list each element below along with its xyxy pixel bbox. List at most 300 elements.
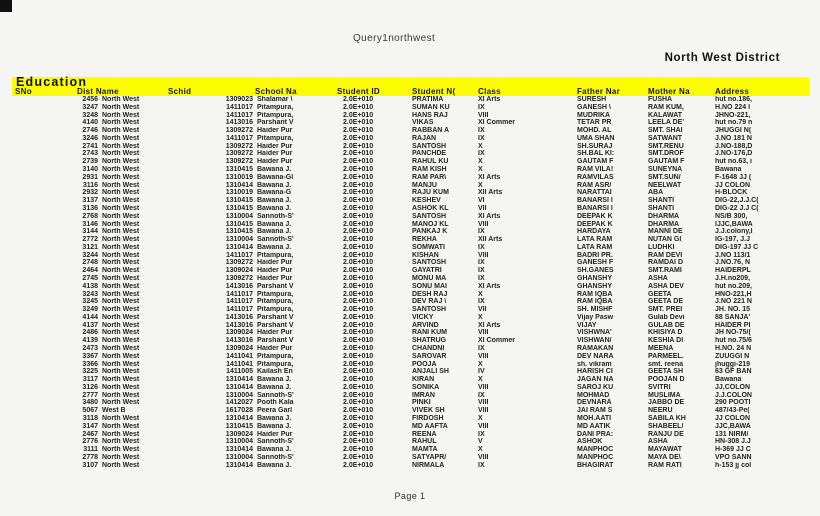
cell-sid: 2.0E+010: [343, 158, 374, 166]
cell-name: RANI KUM: [412, 329, 447, 337]
cell-name: NIRMALA: [412, 461, 445, 469]
cell-class: X: [478, 142, 483, 150]
cell-father: BANARSI l: [577, 204, 613, 212]
cell-school: Pitampura,: [257, 298, 294, 306]
cell-school: Bawana J.: [257, 383, 292, 391]
col-header-schid: Schid: [168, 87, 192, 96]
cell-class: VIII: [478, 329, 489, 337]
cell-sno: 2486: [82, 329, 98, 337]
cell-name: VIKAS: [412, 119, 434, 127]
cell-sno: 2456: [82, 96, 98, 103]
cell-mother: KESHIA Dl: [648, 337, 684, 345]
cell-sid: 2.0E+010: [343, 337, 374, 345]
cell-class: XI Arts: [478, 282, 501, 290]
cell-address: Bawana: [715, 376, 742, 384]
cell-sid: 2.0E+010: [343, 430, 374, 438]
cell-class: XI Arts: [478, 212, 501, 220]
cell-dist: North West: [102, 383, 140, 391]
cell-name: RAJU KUM: [412, 189, 449, 197]
cell-class: VIII: [478, 352, 489, 360]
cell-mother: DHARMA: [648, 212, 680, 220]
cell-father: BHAGIRAT: [577, 461, 614, 469]
cell-name: GAYATRI: [412, 267, 442, 275]
cell-sid: 2.0E+010: [343, 306, 374, 314]
cell-mother: GAUTAM F: [648, 158, 685, 166]
cell-class: IX: [478, 274, 485, 282]
cell-father: GHANSHY: [577, 274, 613, 282]
cell-school: Bawana J.: [257, 204, 292, 212]
cell-schid: 1310414: [225, 415, 253, 423]
cell-schid: 1310019: [225, 173, 253, 181]
cell-sid: 2.0E+010: [343, 181, 374, 189]
cell-dist: North West: [102, 321, 140, 329]
cell-schid: 1310415: [225, 220, 253, 228]
cell-school: Pitampura,: [257, 103, 294, 111]
cell-class: VIII: [478, 422, 489, 430]
cell-schid: 1310415: [225, 166, 253, 174]
cell-dist: North West: [102, 337, 140, 345]
cell-class: VIII: [478, 251, 489, 259]
table-row: [0, 127, 820, 135]
cell-father: ASHOK: [577, 438, 603, 446]
cell-address: JJC,BAWA: [715, 422, 751, 430]
cell-sno: 2768: [82, 212, 98, 220]
cell-mother: DHARMA: [648, 220, 680, 228]
col-header-mother: Mother Na: [648, 87, 690, 96]
cell-schid: 1411017: [226, 111, 253, 119]
cell-class: X: [478, 166, 483, 174]
cell-school: Haider Pur: [257, 158, 293, 166]
cell-class: X: [478, 181, 483, 189]
table-row: [0, 376, 820, 384]
table-row: [0, 337, 820, 345]
cell-dist: North West: [102, 313, 140, 321]
cell-class: X: [478, 415, 483, 423]
table-row: [0, 244, 820, 252]
cell-school: Parshant V: [257, 321, 294, 329]
cell-mother: SHANTI: [648, 204, 675, 212]
cell-dist: North West: [102, 274, 140, 282]
cell-sno: 2931: [82, 173, 98, 181]
table-row: [0, 368, 820, 376]
cell-sno: 2467: [82, 430, 98, 438]
cell-address: 290 POOTI: [715, 399, 751, 407]
cell-schid: 1309024: [225, 345, 253, 352]
cell-father: UMA SHAN: [577, 134, 615, 142]
cell-class: IX: [478, 243, 485, 251]
table-row: [0, 213, 820, 221]
cell-dist: North West: [102, 267, 140, 275]
cell-father: RAMAKAN: [577, 345, 614, 352]
cell-sno: 3136: [82, 204, 98, 212]
cell-father: GANESH F: [577, 259, 614, 267]
cell-class: VIII: [478, 453, 489, 461]
cell-sno: 3117: [82, 376, 98, 384]
cell-school: Bawana-G: [257, 189, 292, 197]
cell-sno: 4137: [82, 321, 98, 329]
cell-sid: 2.0E+010: [343, 329, 374, 337]
cell-mother: MAYAWAT: [648, 446, 682, 454]
table-row: [0, 104, 820, 112]
cell-sid: 2.0E+010: [343, 127, 374, 135]
cell-dist: North West: [102, 461, 140, 469]
cell-sno: 5067: [82, 407, 98, 415]
cell-sno: 4140: [82, 119, 98, 127]
cell-name: SAROVAR: [412, 352, 447, 360]
cell-school: Pooth Kala: [257, 399, 294, 407]
cell-name: MONU MA: [412, 274, 447, 282]
cell-dist: North West: [102, 368, 140, 376]
col-header-studentid: Student ID: [337, 87, 380, 96]
cell-mother: SHANTI: [648, 197, 675, 205]
cell-mother: PARMEEL.: [648, 352, 684, 360]
cell-dist: North West: [102, 251, 140, 259]
cell-school: Haider Pur: [257, 259, 293, 267]
cell-address: 131 NIRM/: [715, 430, 749, 438]
cell-mother: SMT.SUN/: [648, 173, 681, 181]
cell-sid: 2.0E+010: [343, 189, 374, 197]
cell-mother: MUSLIMA: [648, 391, 681, 399]
cell-schid: 1411017: [226, 251, 253, 259]
cell-name: RABBAN A: [412, 127, 450, 135]
table-header-row: [0, 87, 820, 96]
cell-father: RAM IQBA: [577, 298, 613, 306]
cell-mother: NUTAN GI: [648, 236, 682, 244]
cell-father: SH.SURAJ: [577, 142, 613, 150]
cell-address: hut no.209,: [715, 282, 752, 290]
cell-schid: 1309024: [225, 430, 253, 438]
cell-father: sh. vikram: [577, 360, 612, 368]
cell-mother: SMT.RENU: [648, 142, 684, 150]
col-header-school: School Na: [255, 87, 297, 96]
cell-father: MOHD. AL: [577, 127, 612, 135]
cell-schid: 1617028: [225, 407, 253, 415]
cell-sno: 3146: [82, 220, 98, 228]
cell-address: J.H.no209,: [715, 274, 751, 282]
cell-father: JAGAN NA: [577, 376, 614, 384]
cell-father: MANPHOC: [577, 453, 614, 461]
cell-class: X: [478, 360, 483, 368]
cell-sid: 2.0E+010: [343, 313, 374, 321]
cell-name: SATYAPR/: [412, 453, 447, 461]
cell-father: MOHMAD: [577, 391, 610, 399]
table-rows: [0, 96, 820, 470]
cell-address: J.NO 221 N: [715, 298, 752, 306]
cell-schid: 1310004: [225, 391, 253, 399]
table-row: [0, 197, 820, 205]
cell-address: J.NO-188,D: [715, 142, 753, 150]
cell-name: PINKI: [412, 399, 431, 407]
cell-class: IX: [478, 298, 485, 306]
cell-address: 88 SANJA': [715, 313, 751, 321]
cell-father: BADRI PR.: [577, 251, 613, 259]
cell-sid: 2.0E+010: [343, 228, 374, 236]
cell-father: MOH.AATI: [577, 415, 612, 423]
cell-dist: North West: [102, 119, 140, 127]
cell-class: IX: [478, 391, 485, 399]
cell-address: J.NO.76, N: [715, 259, 751, 267]
cell-school: Bawana J.: [257, 461, 292, 469]
cell-sno: 3137: [82, 197, 98, 205]
cell-address: HAIDER PI: [715, 321, 751, 329]
cell-schid: 1411017: [226, 134, 253, 142]
cell-mother: GEETA: [648, 290, 672, 298]
cell-class: X: [478, 446, 483, 454]
cell-school: Bawana J.: [257, 376, 292, 384]
cell-sno: 3116: [82, 181, 98, 189]
cell-school: Pitampura,: [257, 290, 294, 298]
cell-mother: RANJU DE: [648, 430, 684, 438]
cell-mother: MANNI DE: [648, 228, 683, 236]
cell-father: SURESH: [577, 96, 607, 103]
table-row: [0, 135, 820, 143]
cell-class: VIII: [478, 383, 489, 391]
corner-artifact: [0, 0, 12, 12]
cell-schid: 1310414: [225, 446, 253, 454]
cell-dist: North West: [102, 166, 140, 174]
cell-address: F-1648 JJ (: [715, 173, 752, 181]
cell-name: RAM KISH: [412, 166, 447, 174]
cell-class: IX: [478, 430, 485, 438]
cell-sid: 2.0E+010: [343, 267, 374, 275]
cell-father: SAROJ KU: [577, 383, 614, 391]
cell-schid: 1309023: [225, 96, 253, 103]
cell-school: Bawana J.: [257, 166, 292, 174]
cell-school: Bawana J.: [257, 228, 292, 236]
cell-sno: 3121: [82, 243, 98, 251]
cell-address: IG-197, J.J: [715, 236, 751, 244]
cell-class: VIII: [478, 220, 489, 228]
cell-dist: North West: [102, 142, 140, 150]
cell-school: Peera Garl: [257, 407, 293, 415]
cell-address: J.NO 181 N: [715, 134, 752, 142]
cell-school: Pitampura,: [257, 360, 294, 368]
cell-sno: 2748: [82, 259, 98, 267]
cell-sid: 2.0E+010: [343, 274, 374, 282]
table-row: [0, 189, 820, 197]
cell-mother: smt. reena: [648, 360, 684, 368]
cell-address: J.J.colony,l: [715, 228, 753, 236]
cell-father: MD AATIK: [577, 422, 611, 430]
cell-father: HARDAYA: [577, 228, 611, 236]
table-row: [0, 143, 820, 151]
cell-sid: 2.0E+010: [343, 166, 374, 174]
cell-dist: North West: [102, 259, 140, 267]
cell-name: SANTOSH: [412, 142, 447, 150]
cell-dist: North West: [102, 197, 140, 205]
cell-sid: 2.0E+010: [343, 282, 374, 290]
cell-school: Haider Pur: [257, 267, 293, 275]
cell-father: HARISH CI: [577, 368, 613, 376]
cell-sid: 2.0E+010: [343, 438, 374, 446]
cell-father: LATA RAM: [577, 236, 613, 244]
cell-address: J.J.COLON: [715, 391, 752, 399]
cell-father: Vijay Pasw: [577, 313, 614, 321]
cell-sid: 2.0E+010: [343, 376, 374, 384]
cell-sno: 3249: [82, 306, 98, 314]
cell-sid: 2.0E+010: [343, 96, 374, 103]
cell-father: DEEPAK K: [577, 212, 613, 220]
cell-sno: 3246: [82, 134, 98, 142]
cell-sid: 2.0E+010: [343, 134, 374, 142]
cell-school: Pitampura,: [257, 306, 294, 314]
cell-address: 487/43-Pe(: [715, 407, 750, 415]
cell-dist: North West: [102, 96, 140, 103]
cell-schid: 1413016: [225, 337, 253, 345]
cell-name: VIVEK SH: [412, 407, 445, 415]
cell-address: H.NO 224 l: [715, 103, 751, 111]
cell-father: RAM VILA!: [577, 166, 614, 174]
cell-sno: 4144: [82, 313, 98, 321]
cell-schid: 1310414: [225, 383, 253, 391]
cell-father: NARATTAI: [577, 189, 612, 197]
cell-schid: 1413016: [225, 321, 253, 329]
cell-schid: 1411017: [226, 103, 253, 111]
cell-schid: 1310414: [225, 376, 253, 384]
col-header-studentname: Student N(: [412, 87, 456, 96]
cell-school: Parshant V: [257, 313, 294, 321]
cell-sid: 2.0E+010: [343, 220, 374, 228]
cell-dist: North West: [102, 415, 140, 423]
cell-name: PANCHDE: [412, 150, 447, 158]
cell-mother: SATWANT: [648, 134, 683, 142]
cell-address: J.NO-176,D: [715, 150, 753, 158]
table-row: [0, 298, 820, 306]
cell-address: hut no.75/6: [715, 337, 752, 345]
cell-mother: FUSHA: [648, 96, 673, 103]
cell-mother: LEELA DE': [648, 119, 685, 127]
cell-dist: West B: [102, 407, 126, 415]
cell-name: REKHA: [412, 236, 437, 244]
cell-class: XI Commer: [478, 119, 515, 127]
cell-dist: North West: [102, 345, 140, 352]
cell-father: SH.BAL KI:: [577, 150, 615, 158]
cell-dist: North West: [102, 243, 140, 251]
cell-schid: 1309272: [225, 274, 253, 282]
table-row: [0, 384, 820, 392]
cell-father: SH. MISHF: [577, 306, 613, 314]
table-row: [0, 112, 820, 120]
cell-sno: 2743: [82, 150, 98, 158]
cell-class: XI Arts: [478, 96, 501, 103]
cell-address: jhuggi-219: [715, 360, 751, 368]
cell-school: Sannoth-S': [257, 236, 294, 244]
table-row: [0, 454, 820, 462]
cell-sno: 3147: [82, 422, 98, 430]
cell-sid: 2.0E+010: [343, 111, 374, 119]
cell-address: JH. NO. 15: [715, 306, 751, 314]
cell-sno: 3111: [83, 446, 98, 454]
cell-dist: North West: [102, 103, 140, 111]
cell-sid: 2.0E+010: [343, 290, 374, 298]
cell-address: hut no.79 n: [715, 119, 753, 127]
cell-school: Pitampura,: [257, 352, 294, 360]
cell-name: SOMWATI: [412, 243, 445, 251]
cell-name: VICKY: [412, 313, 434, 321]
cell-address: JHUGGI N(: [715, 127, 752, 135]
cell-address: H.NO. 24 N: [715, 345, 752, 352]
cell-mother: SMT.RAMI: [648, 267, 682, 275]
table-row: [0, 158, 820, 166]
cell-sid: 2.0E+010: [343, 259, 374, 267]
cell-father: RAM IQBA: [577, 290, 613, 298]
cell-dist: North West: [102, 158, 140, 166]
cell-schid: 1309272: [225, 158, 253, 166]
cell-class: VIII: [478, 399, 489, 407]
cell-father: GANESH \: [577, 103, 611, 111]
cell-address: JJ,COLON: [715, 383, 751, 391]
cell-name: FIRDOSH: [412, 415, 444, 423]
cell-name: POOJA: [412, 360, 437, 368]
cell-class: X: [478, 313, 483, 321]
cell-father: RAMVILAS: [577, 173, 614, 181]
cell-class: VII: [478, 306, 487, 314]
table-row: [0, 423, 820, 431]
cell-school: Bawana J.: [257, 243, 292, 251]
cell-father: GAUTAM F: [577, 158, 614, 166]
cell-school: Shalamar \: [257, 96, 293, 103]
cell-school: Haider Pur: [257, 345, 293, 352]
cell-dist: North West: [102, 236, 140, 244]
cell-address: DIG-22,J.J.C(: [715, 197, 759, 205]
district-title: North West District: [664, 52, 780, 64]
cell-sno: 3248: [82, 111, 98, 119]
cell-name: KESHEV: [412, 197, 441, 205]
cell-schid: 1309272: [225, 142, 253, 150]
cell-name: DESH RAJ: [412, 290, 448, 298]
cell-sid: 2.0E+010: [343, 415, 374, 423]
cell-sid: 2.0E+010: [343, 197, 374, 205]
cell-schid: 1310004: [225, 438, 253, 446]
cell-school: Bawana J.: [257, 197, 292, 205]
cell-dist: North West: [102, 446, 140, 454]
cell-name: KIRAN: [412, 376, 435, 384]
cell-sno: 3367: [82, 352, 98, 360]
cell-class: XI Arts: [478, 321, 501, 329]
cell-name: SANTOSH: [412, 212, 447, 220]
table-row: [0, 96, 820, 104]
cell-sid: 2.0E+010: [343, 360, 374, 368]
cell-dist: North West: [102, 189, 140, 197]
table-row: [0, 392, 820, 400]
table-row: [0, 205, 820, 213]
cell-address: h-153 jj col: [715, 461, 752, 469]
cell-address: HN-308 J.J: [715, 438, 751, 446]
table-row: [0, 462, 820, 470]
table-row: [0, 438, 820, 446]
cell-sno: 2739: [82, 158, 98, 166]
cell-schid: 1310004: [225, 212, 253, 220]
cell-sno: 4139: [82, 337, 98, 345]
cell-sid: 2.0E+010: [343, 243, 374, 251]
cell-class: IX: [478, 461, 485, 469]
cell-name: SUMAN KU: [412, 103, 450, 111]
cell-father: RAM ASR/: [577, 181, 612, 189]
cell-address: JH NO-75/(: [715, 329, 751, 337]
cell-sid: 2.0E+010: [343, 150, 374, 158]
cell-address: NS/B 300,: [715, 212, 748, 220]
cell-dist: North West: [102, 220, 140, 228]
cell-class: XII Arts: [478, 189, 503, 197]
cell-schid: 1413016: [225, 313, 253, 321]
cell-name: SONU MAI: [412, 282, 447, 290]
table-row: [0, 221, 820, 229]
table-row: [0, 353, 820, 361]
cell-name: MAMTA: [412, 446, 438, 454]
cell-sid: 2.0E+010: [343, 321, 374, 329]
table-row: [0, 446, 820, 454]
cell-mother: KHISIYA D: [648, 329, 683, 337]
